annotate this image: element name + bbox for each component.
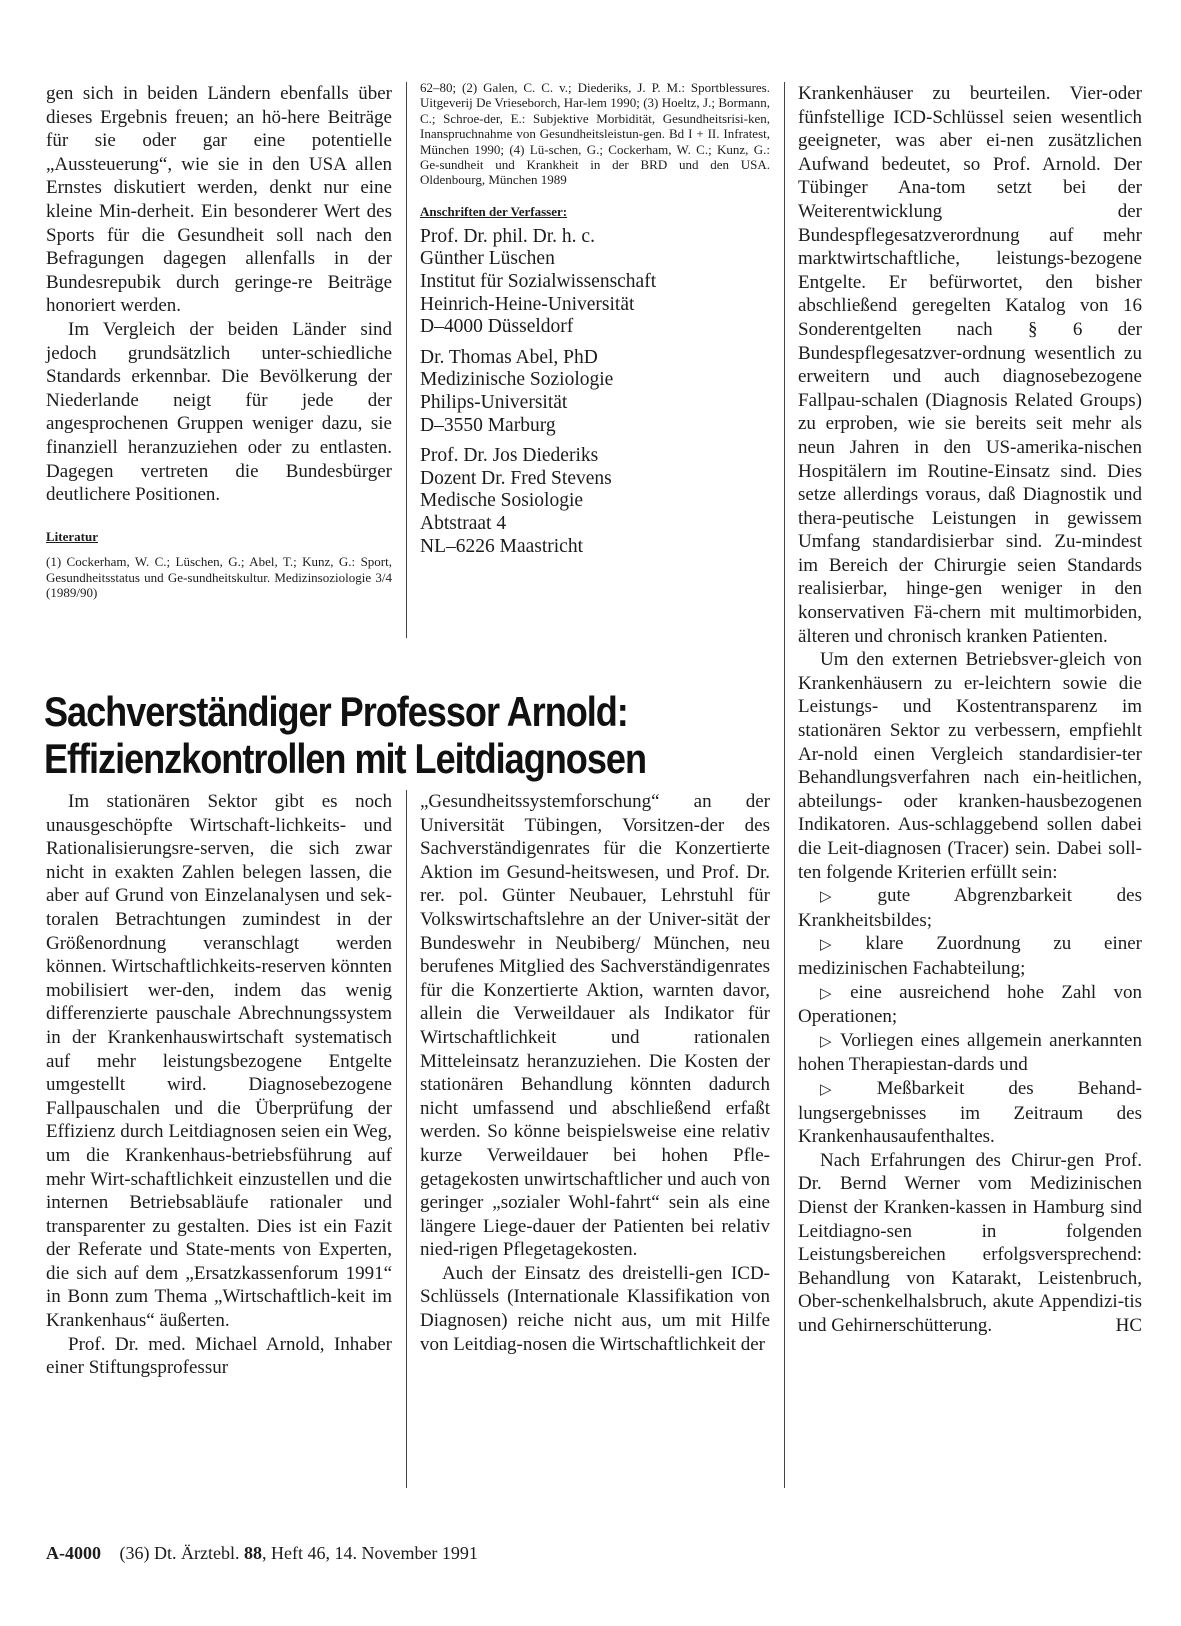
triangle-bullet-icon: ▷ [820,983,845,1002]
criteria-item: ▷ klare Zuordnung zu einer medizinischen Fachabteilung; [798,933,1142,979]
author-address: Dr. Thomas Abel, PhD Medizinische Soziologie Philips-Universität D–3550 Marburg [420,346,614,436]
column-divider [406,82,407,638]
literature-heading: Literatur [46,528,98,544]
column-divider [406,790,407,1488]
criteria-item: ▷ eine ausreichend hohe Zahl von Operationen; [798,981,1142,1028]
paragraph: „Gesundheitssystemforschung“ an der Universität Tübingen, Vorsitzen-der des Sachverständigenrates für die Konzertierte Aktion im Gesund-heitswesen, und Prof. Dr. rer. pol. Günter Neubauer, Lehrstuhl für Volkswirtschaftslehre an der Univer-sität der Bundeswehr in Neubiberg/ München, neu berufenes Mitglied des Sachverständigenrates für die Konzertierte Aktion, warnten davor, allein die Verweildauer als Indikator für Wirtschaftlichkeit und rationalen Mitteleinsatz heranzuziehen. Die Kosten der stationären Behandlung könnten dadurch nicht umfassend und abschließend erfaßt werden. So könne beispielsweise eine relativ kurze Verweildauer bei hohen Pfle-getagekosten unwirtschaftlicher und auch von geringer „sozialer Wohl-fahrt“ sein als eine längere Liege-dauer der Patienten bei relativ nied-rigen Pflegetagekosten. [420,791,770,1261]
author-address: Prof. Dr. Jos Diederiks Dozent Dr. Fred Stevens Medische Sosiologie Abtstraat 4 NL–6226 Maastricht [420,445,612,557]
paragraph: gen sich in beiden Ländern ebenfalls über dieses Ergebnis freuen; an hö-here Beiträge für sie oder gar eine potentielle „Aussteuerung“, wie sie in den USA allen Ernstes diskutiert werden, denkt nur eine kleine Min-derheit. Ein besonderer Wert des Sports für die Gesundheit soll nach den Befragungen dagegen allenfalls in der Bundesrepubik durch geringe-re Beiträge honoriert werden. [46,83,392,317]
paragraph: Prof. Dr. med. Michael Arnold, Inhaber einer Stiftungsprofessur [46,1333,392,1379]
paragraph: Auch der Einsatz des dreistelli-gen ICD-Schlüssels (Internationale Klassifikation von Diagnosen) reiche nicht aus, um mit Hilfe von Leitdiag-nosen die Wirtschaftlichkeit der [420,1262,770,1355]
paragraph: Nach Erfahrungen des Chirur-gen Prof. Dr. Bernd Werner vom Medizinischen Dienst der Kranken-kassen in Hamburg sind Leitdiagno-sen in folgenden Leistungsbereichen erfolgsversprechend: Behandlung von Katarakt, Leistenbruch, Ober-schenkelhalsbruch, akute Appendizi-tis und Gehirnerschütterung. HC [798,1149,1142,1336]
paragraph: Im stationären Sektor gibt es noch unausgeschöpfte Wirtschaft-lichkeits- und Rationalisierungsre-serven, die sich zwar nicht in exakten Zahlen belegen lassen, die aber auf Grund von Einzelanalysen und sek-toralen Betrachtungen zumindest in der Größenordnung veranschlagt werden können. Wirtschaftlichkeits-reserven könnten mobilisiert wer-den, indem das wenig differenzierte pauschale Abrechnungssystem in der Krankenhauswirtschaft systematisch auf mehr leistungsbezogene Entgelte umgestellt wird. Diagnosebezogene Fallpauschalen und die Überprüfung der Effizienz durch Leitdiagnosen seien ein Weg, um die Krankenhaus-betriebsführung auf mehr Wirt-schaftlichkeit einzustellen und die internen Betriebsabläufe rationaler und transparenter zu gestalten. Dies ist ein Fazit der Referate und State-ments von Experten, die sich auf dem „Ersatzkassenforum 1991“ in Bonn zum Thema „Wirtschaftlich-keit im Krankenhaus“ äußerten. [46,791,392,1332]
article-headline [44,688,990,782]
criteria-item: ▷ gute Abgrenzbarkeit des Krankheitsbildes; [798,885,1142,931]
paragraph: Um den externen Betriebsver-gleich von Krankenhäusern zu er-leichtern sowie die Leistungs- und Kostentransparenz im stationären Sektor zu verbessern, empfiehlt Ar-nold einen Vergleich standardisier-ter Behandlungsverfahren nach ein-heitlichen, abteilungs- oder kranken-hausbezogenen Indikatoren. Aus-schlaggebend sollen dabei die Leit-diagnosen (Tracer) sein. Dabei soll-ten folgende Kriterien erfüllt sein: [798,649,1142,883]
triangle-bullet-icon: ▷ [820,1031,835,1050]
article-continuation-column-1 [46,82,392,601]
literature-references: (1) Cockerham, W. C.; Lüschen, G.; Abel, T.; Kunz, G.: Sport, Gesundheitsstatus und Ge-sundheitskultur. Medizinsoziologie 3/4 (1989/90) [46,554,392,601]
headline-line-2: Effizienzkontrollen mit Leitdiagnosen [44,735,646,782]
journal-citation: (36) Dt. Ärztebl. [119,1543,240,1563]
triangle-bullet-icon: ▷ [820,1079,871,1098]
page-number: A-4000 [46,1543,101,1563]
issue-date: , Heft 46, 14. November 1991 [261,1543,478,1563]
journal-volume: 88 [243,1543,262,1563]
author-signature: HC [1115,1314,1142,1336]
literature-references-continued: 62–80; (2) Galen, C. C. v.; Diederiks, J. P. M.: Sportblessures. Uitgeverij De Vrieseborch, Har-lem 1990; (3) Hoeltz, J.; Bormann, C.; Schroe-der, E.: Subjektive Morbidität, Gesundheitsrisi-ken, Inanspruchnahme von Gesundheitsleistun-gen. Bd I + II. Infratest, München 1990; (4) Lü-schen, G.; Cockerham, W. C.; Kunz, G.: Ge-sundheit und Krankheit in der BRD und den USA. Oldenbourg, München 1989 [420,80,770,188]
triangle-bullet-icon: ▷ [820,935,860,954]
references-and-addresses-column [420,80,770,566]
headline-line-1: Sachverständiger Professor Arnold: [44,688,628,735]
triangle-bullet-icon: ▷ [820,887,872,906]
criteria-item: ▷ Vorliegen eines allgemein anerkannten hohen Therapiestan-dards und [798,1029,1142,1076]
page-footer [46,1543,478,1564]
authors-addresses-heading: Anschriften der Verfasser: [420,203,568,219]
column-divider [784,82,785,1488]
paragraph: Krankenhäuser zu beurteilen. Vier-oder fünfstellige ICD-Schlüssel seien wesentlich geeigneter, was aber ei-nen zusätzlichen Aufwand bedeutet, so Prof. Arnold. Der Tübinger Ana-tom setzt bei der Weiterentwicklung der Bundespflegesatzverordnung auf mehr marktwirtschaftliche, leistungs-bezogene Entgelte. Er befürwortet, den bisher abschließend geregelten Katalog von 16 Sonderentgelten nach § 6 der Bundespflegesatzver-ordnung wesentlich zu erweitern und auch diagnosebezogene Fallpau-schalen (Diagnosis Related Groups) zu erproben, wie sie bereits seit mehr als neun Jahren in den US-amerika-nischen Hospitälern im Routine-Einsatz sind. Dies setze allerdings voraus, daß Diagnostik und thera-peutische Leistungen in gewissem Umfang standardisierbar sind. Zu-mindest im Bereich der Chirurgie seien Standards realisierbar, hinge-gen weniger in den konservativen Fä-chern mit multimorbiden, älteren und chronisch kranken Patienten. [798,83,1142,647]
article-column-1 [46,790,392,1380]
author-address: Prof. Dr. phil. Dr. h. c. Günther Lüschen Institut für Sozialwissenschaft Heinrich-Heine-Universität D–4000 Düsseldorf [420,225,657,338]
article-column-2 [420,790,770,1356]
paragraph: Im Vergleich der beiden Länder sind jedoch grundsätzlich unter-schiedliche Standards erkennbar. Die Bevölkerung der Niederlande neigt für jede der angesprochenen Gruppen weniger dazu, sie finanziell heranzuziehen oder zu entlasten. Dagegen vertreten die Bundesbürger deutlichere Positionen. [46,318,392,506]
criteria-item: ▷ Meßbarkeit des Behand-lungsergebnisses im Zeitraum des Krankenhausaufenthaltes. [798,1077,1142,1148]
